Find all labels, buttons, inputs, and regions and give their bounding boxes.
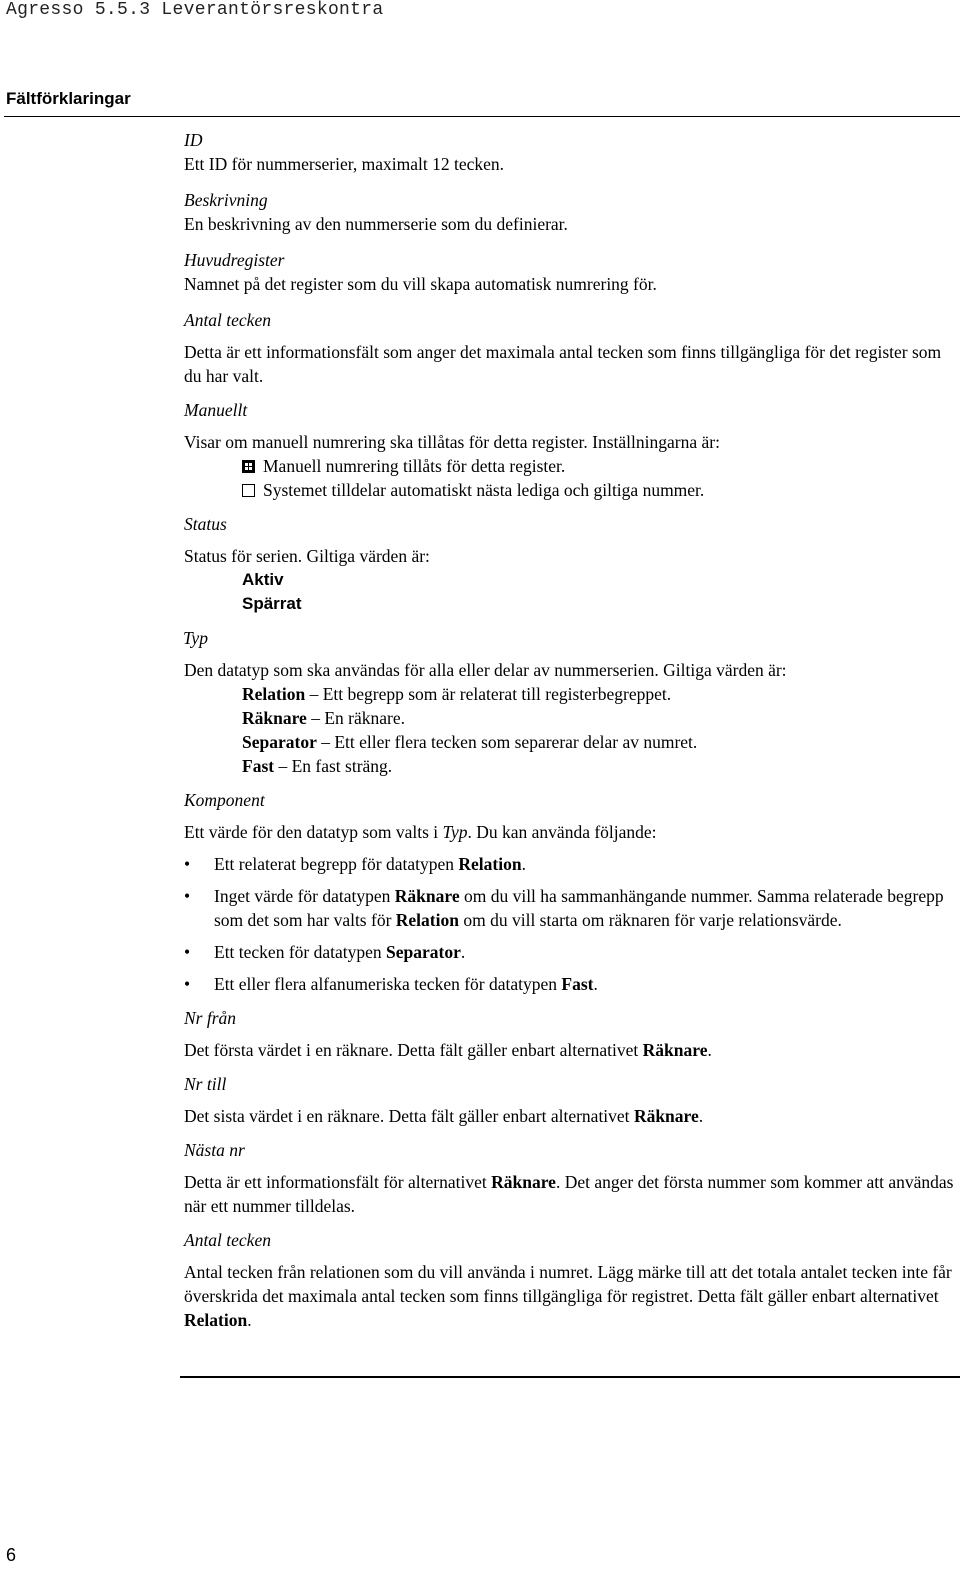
list-item: • Inget värde för datatypen Räknare om du vill ha sammanhängande nummer. Samma relaterade begrepp som det som har valts för Relation om du vill starta om räknaren för varje relationsvärde. — [184, 884, 954, 932]
typ-value-text: – Ett begrepp som är relaterat till registerbegreppet. — [305, 684, 672, 704]
typ-value-fast — [242, 754, 954, 778]
list-item: • Ett relaterat begrepp för datatypen Relation. — [184, 852, 954, 876]
page-number: 6 — [6, 1545, 17, 1565]
option-manual-on — [242, 454, 954, 478]
typ-value-text: – Ett eller flera tecken som separerar delar av numret. — [316, 732, 698, 752]
running-header: Agresso 5.5.3 Leverantörsreskontra — [6, 0, 384, 20]
typ-value-raknare — [242, 706, 954, 730]
option-manual-on-label: Manuell numrering tillåts för detta register. — [263, 456, 566, 476]
term-antal-tecken-2: Antal tecken — [184, 1230, 271, 1250]
status-value-aktiv: Aktiv — [242, 570, 284, 589]
desc-manuellt: Visar om manuell numrering ska tillåtas för detta register. Inställningarna är: — [184, 432, 720, 452]
desc-nr-fran: Det första värdet i en räknare. Detta fält gäller enbart alternativet Räknare. — [184, 1040, 712, 1060]
typ-value-name: Relation — [242, 684, 306, 704]
checkbox-unchecked-icon — [242, 484, 255, 497]
term-manuellt: Manuellt — [184, 400, 248, 420]
status-value-sparrat: Spärrat — [242, 594, 302, 613]
option-manual-off — [242, 478, 954, 502]
term-antal-tecken: Antal tecken — [184, 310, 271, 330]
desc-beskrivning: En beskrivning av den nummerserie som du definierar. — [184, 214, 568, 234]
section-title: Fältförklaringar — [6, 89, 131, 108]
option-manual-off-label: Systemet tilldelar automatiskt nästa lediga och giltiga nummer. — [263, 480, 705, 500]
komponent-list — [184, 852, 954, 996]
desc-antal-tecken: Detta är ett informationsfält som anger det maximala antal tecken som finns tillgängliga för det register som du har valt. — [184, 342, 942, 386]
typ-value-text: – En fast sträng. — [274, 756, 393, 776]
typ-value-separator — [242, 730, 954, 754]
term-nr-fran: Nr från — [184, 1008, 237, 1028]
term-huvudregister: Huvudregister — [184, 250, 285, 270]
list-item: • Ett tecken för datatypen Separator. — [184, 940, 954, 964]
typ-value-text: – En räknare. — [306, 708, 405, 728]
desc-nasta-nr: Detta är ett informationsfält för alternativet Räknare. Det anger det första nummer som kommer att användas när ett nummer tilldelas. — [184, 1172, 954, 1216]
typ-value-name: Räknare — [242, 708, 307, 728]
desc-typ: Den datatyp som ska användas för alla eller delar av nummerserien. Giltiga värden är: — [184, 660, 787, 680]
term-beskrivning: Beskrivning — [184, 190, 268, 210]
desc-id: Ett ID för nummerserier, maximalt 12 tecken. — [184, 154, 505, 174]
term-komponent: Komponent — [184, 790, 265, 810]
term-typ: Typ — [183, 628, 208, 648]
desc-huvudregister: Namnet på det register som du vill skapa automatisk numrering för. — [184, 274, 657, 294]
typ-value-name: Fast — [242, 756, 275, 776]
checkbox-checked-icon — [242, 460, 255, 473]
desc-nr-till: Det sista värdet i en räknare. Detta fält gäller enbart alternativet Räknare. — [184, 1106, 704, 1126]
term-id: ID — [184, 130, 203, 150]
section-divider — [4, 116, 960, 117]
term-status: Status — [184, 514, 227, 534]
desc-status: Status för serien. Giltiga värden är: — [184, 546, 430, 566]
term-nasta-nr: Nästa nr — [184, 1140, 245, 1160]
desc-komponent: Ett värde för den datatyp som valts i Typ. Du kan använda följande: — [184, 822, 657, 842]
desc-antal-tecken-2: Antal tecken från relationen som du vill använda i numret. Lägg märke till att det totala antalet tecken inte får överskrida det maximala antal tecken som finns tillgängliga för registret. Detta fält gäller enbart alternativet Relation. — [184, 1262, 952, 1330]
bottom-divider — [180, 1376, 960, 1378]
list-item: • Ett eller flera alfanumeriska tecken för datatypen Fast. — [184, 972, 954, 996]
typ-value-relation — [242, 682, 954, 706]
term-nr-till: Nr till — [184, 1074, 227, 1094]
field-definitions — [184, 128, 954, 1332]
typ-value-name: Separator — [242, 732, 317, 752]
